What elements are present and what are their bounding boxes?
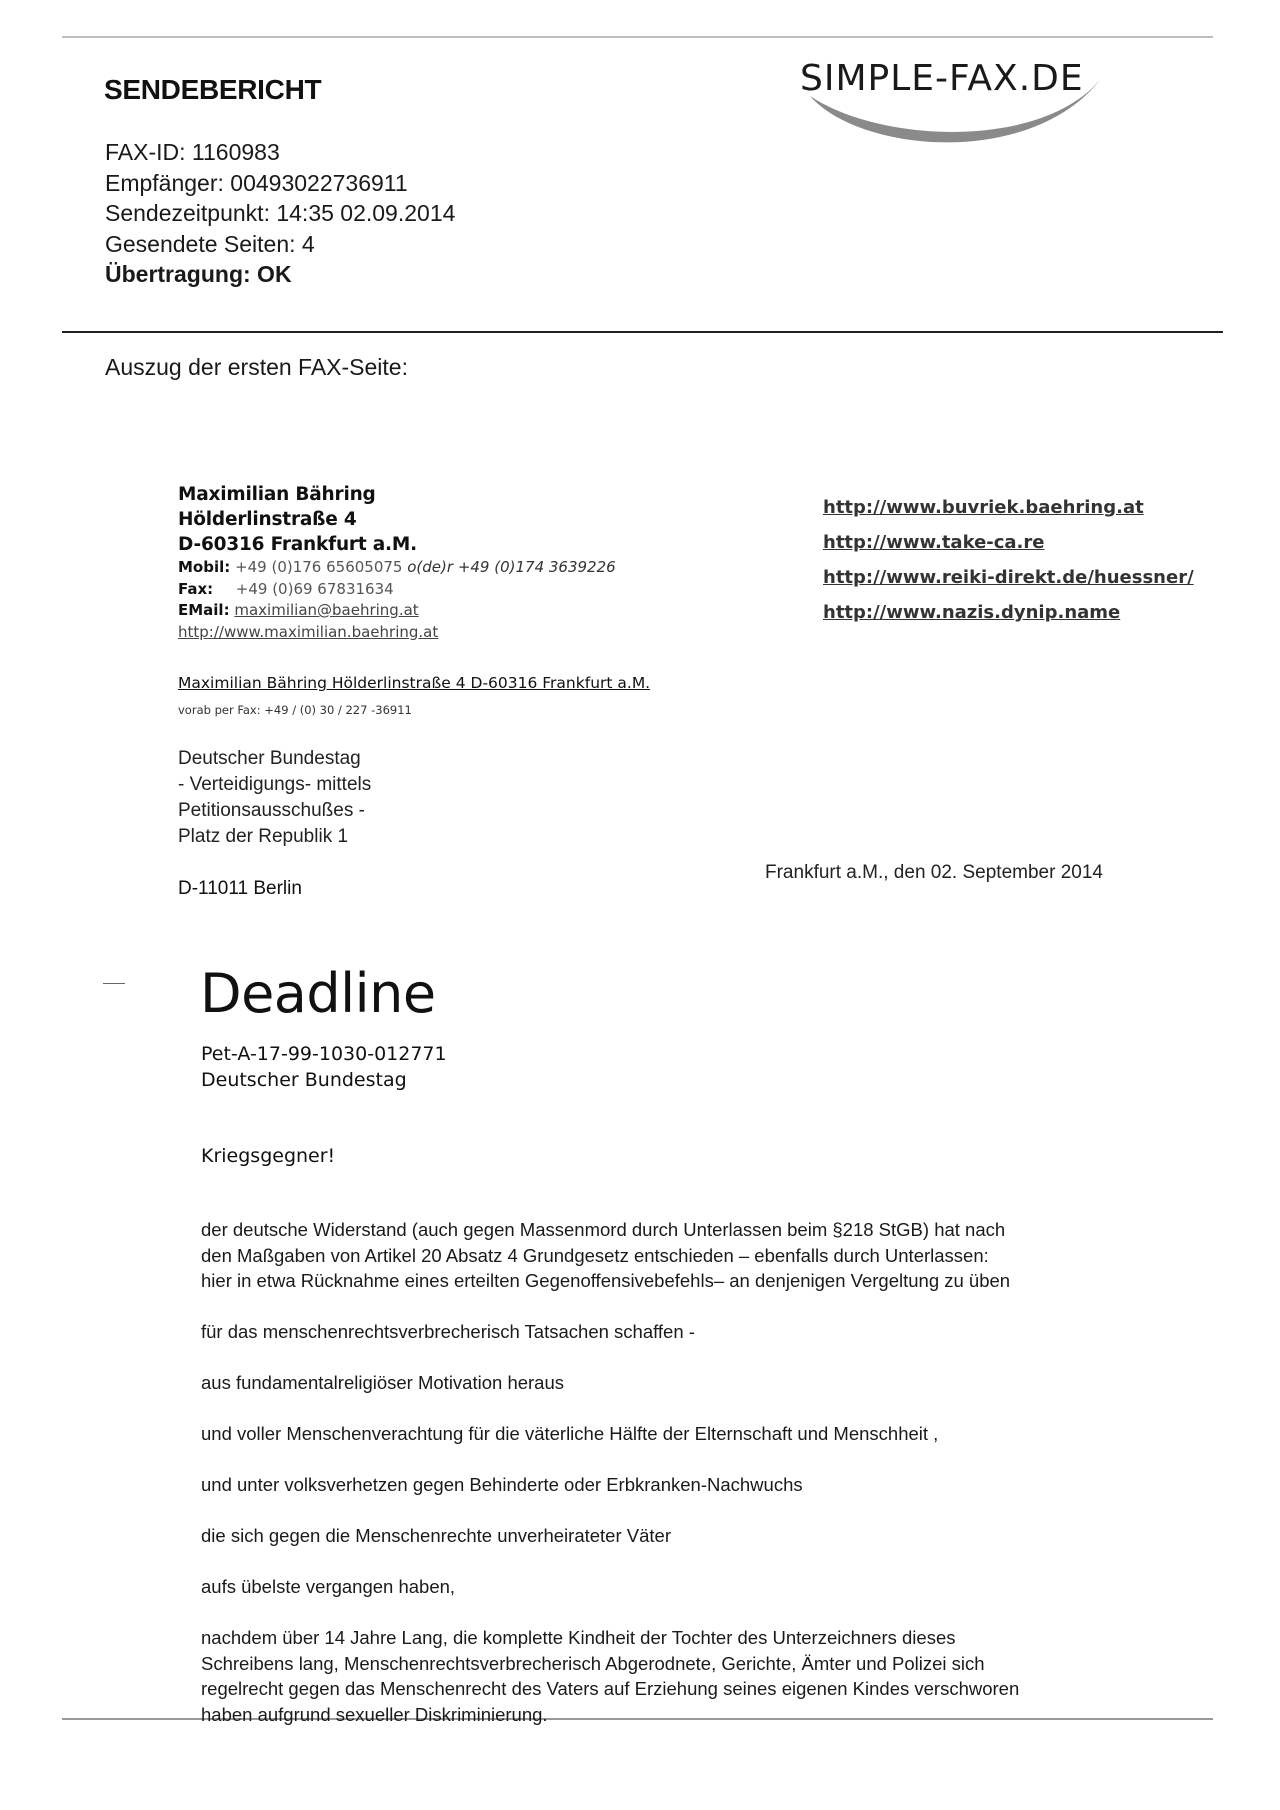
body-line: hier in etwa Rücknahme eines erteilten Gegenoffensivebefehls– an denjenigen Vergeltung zu üben: [201, 1270, 1011, 1291]
report-info: [105, 137, 455, 290]
return-address: Maximilian Bähring Hölderlinstraße 4 D-60316 Frankfurt a.M.: [178, 674, 651, 692]
send-time: Sendezeitpunkt: 14:35 02.09.2014: [105, 200, 456, 226]
website-link[interactable]: http://www.maximilian.baehring.at: [178, 622, 439, 641]
top-divider: [62, 36, 1213, 38]
link-take-care[interactable]: http://www.take-ca.re: [823, 532, 1045, 553]
email-row: [178, 600, 616, 622]
body-line: den Maßgaben von Artikel 20 Absatz 4 Grundgesetz entschieden – ebenfalls durch Unterlassen:: [201, 1244, 989, 1266]
excerpt-title: Auszug der ersten FAX-Seite:: [105, 354, 408, 380]
fax-row: [178, 579, 616, 601]
body-line: nachdem über 14 Jahre Lang, die komplette Kindheit der Tochter des Unterzeichners dieses: [201, 1627, 956, 1648]
recipient-address: [178, 746, 371, 850]
fax-value: +49 (0)69 67831634: [235, 579, 394, 598]
margin-dash: [103, 983, 125, 984]
link-dynip[interactable]: http://www.nazis.dynip.name: [823, 602, 1121, 623]
sender-contact: [178, 557, 616, 643]
body-line: haben aufgrund sexueller Diskriminierung.: [201, 1703, 548, 1725]
recipient-line: - Verteidigungs- mittels: [178, 774, 372, 795]
section-divider: [62, 331, 1223, 333]
mobile-value: +49 (0)176 65605075: [235, 558, 403, 576]
salutation: Kriegsgegner!: [201, 1145, 336, 1167]
body-line: und voller Menschenverachtung für die väterliche Hälfte der Elternschaft und Menschheit ,: [201, 1423, 939, 1444]
body-paragraph: [201, 1625, 1141, 1727]
transmission-status: Übertragung: OK: [105, 261, 292, 287]
reference-block: [201, 1041, 447, 1093]
email-link[interactable]: maximilian@baehring.at: [234, 601, 419, 619]
vorab-fax: vorab per Fax: +49 / (0) 30 / 227 -36911: [178, 703, 412, 717]
email-label: EMail:: [178, 601, 230, 619]
recipient-line: Platz der Republik 1: [178, 826, 349, 847]
sender-name: Maximilian Bähring: [178, 484, 376, 505]
body-line: der deutsche Widerstand (auch gegen Massenmord durch Unterlassen beim §218 StGB) hat nach: [201, 1219, 1006, 1240]
link-list: [823, 490, 1194, 630]
body-line: und unter volksverhetzen gegen Behinderte oder Erbkranken-Nachwuchs: [201, 1474, 803, 1495]
report-title: SENDEBERICHT: [104, 74, 322, 105]
link-buvriek[interactable]: http://www.buvriek.baehring.at: [823, 497, 1144, 518]
mobile-row: [178, 557, 616, 579]
sender-city: D-60316 Frankfurt a.M.: [178, 534, 417, 555]
fax-id: FAX-ID: 1160983: [105, 139, 280, 165]
recipient-city: D-11011 Berlin: [178, 878, 302, 899]
recipient-line: Petitionsausschußes -: [178, 800, 365, 821]
body-line: für das menschenrechtsverbrecherisch Tatsachen schaffen -: [201, 1321, 695, 1342]
reference-org: Deutscher Bundestag: [201, 1069, 407, 1091]
fax-label: Fax:: [178, 579, 214, 598]
letter-date: Frankfurt a.M., den 02. September 2014: [765, 862, 1103, 883]
logo-text: SIMPLE-FAX.DE: [800, 58, 1084, 99]
recipient-number: Empfänger: 00493022736911: [105, 169, 408, 196]
sender-address: [178, 482, 417, 557]
pages-sent: Gesendete Seiten: 4: [105, 230, 315, 257]
mobile-label: Mobil:: [178, 558, 231, 576]
body-line: die sich gegen die Menschenrechte unverheirateter Väter: [201, 1525, 671, 1546]
letter-body: [201, 1217, 1141, 1727]
link-reiki[interactable]: http://www.reiki-direkt.de/huessner/: [823, 567, 1194, 588]
reference-number: Pet-A-17-99-1030-012771: [201, 1043, 447, 1065]
body-line: aufs übelste vergangen haben,: [201, 1576, 456, 1597]
recipient-line: Deutscher Bundestag: [178, 748, 361, 769]
body-line: aus fundamentalreligiöser Motivation heraus: [201, 1372, 565, 1393]
body-line: regelrecht gegen das Menschenrecht des Vaters auf Erziehung seines eigenen Kindes verschworen: [201, 1678, 1020, 1699]
body-line: Schreibens lang, Menschenrechtsverbrecherisch Abgerodnete, Gerichte, Ämter und Polizei sich: [201, 1652, 985, 1674]
simple-fax-logo: [800, 58, 1200, 158]
website-row: [178, 622, 616, 644]
sender-street: Hölderlinstraße 4: [178, 509, 357, 530]
mobile-alt: o(de)r +49 (0)174 3639226: [407, 558, 616, 576]
subject-heading: Deadline: [200, 962, 436, 1025]
